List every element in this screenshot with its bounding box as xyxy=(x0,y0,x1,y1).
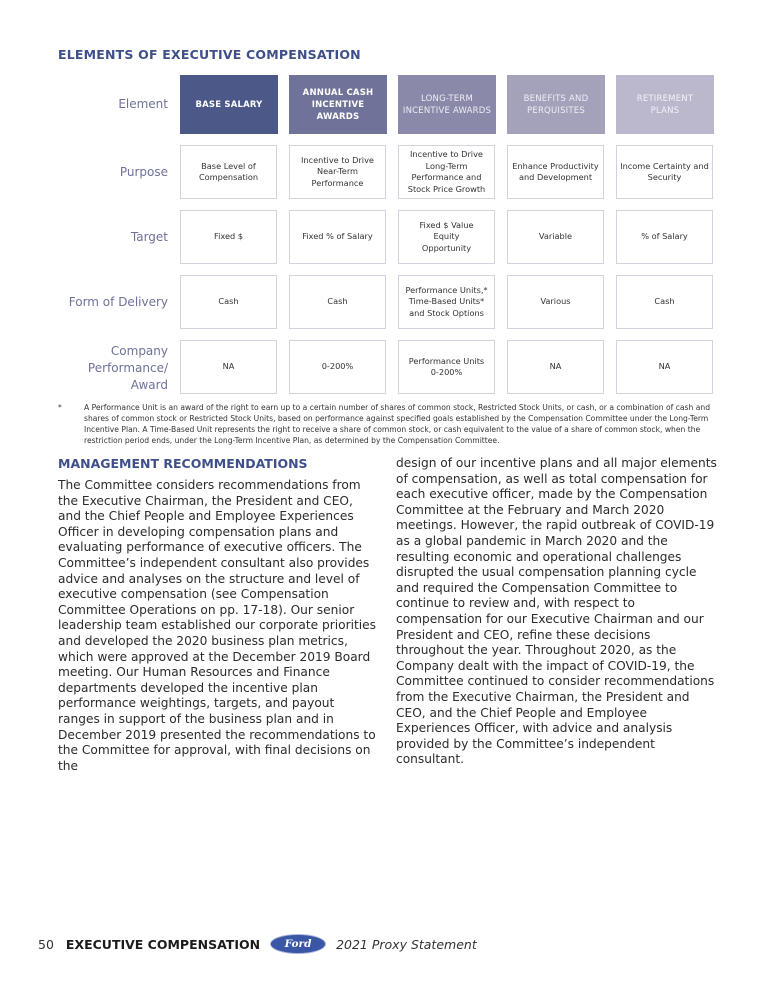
cell-text: Enhance Productivity xyxy=(512,160,599,171)
table-cell-purpose xyxy=(507,145,604,199)
row-label-element: Element xyxy=(118,97,168,111)
table-cell-performance xyxy=(507,340,604,394)
body-text-right-column: design of our incentive plans and all major elements of compensation, as well as total compensation for each executive officer, made by the Compensation Committee at the February and March 2020 meetings. However, the rapid outbreak of COVID-19 as a global pandemic in March 2020 and the resulting economic and operational challenges disrupted the usual compensation planning cycle and required the Compensation Committee to continue to review and, with respect to compensation for our Executive Chairman and our President and CEO, refine these decisions throughout the year. Throughout 2020, as the Company dealt with the impact of COVID-19, the Committee continued to consider recommendations from the Executive Chairman, the President and CEO, and the Chief People and Employee Experiences Officer, with advice and analysis provided by the Committee’s independent consultant. xyxy=(396,456,717,767)
row-label-line: Award xyxy=(130,378,168,392)
cell-text: Income Certainty and xyxy=(620,160,709,171)
cell-text: Fixed $ Value xyxy=(419,219,474,230)
table-cell-purpose xyxy=(616,145,713,199)
cell-text: Stock Price Growth xyxy=(407,183,486,194)
row-label-line: Performance/ xyxy=(87,361,168,375)
row-label-delivery: Form of Delivery xyxy=(68,295,168,309)
cell-text: 0-200% xyxy=(430,367,463,377)
cell-text: 0-200% xyxy=(321,361,354,372)
cell-text: Performance Units xyxy=(408,355,485,366)
column-header-label: INCENTIVE AWARDS xyxy=(402,105,492,116)
row-label-target: Target xyxy=(130,230,168,244)
cell-text: Fixed $ xyxy=(213,231,244,242)
table-cell-target xyxy=(289,210,386,264)
column-header xyxy=(180,75,278,134)
cell-text: Cash xyxy=(327,296,348,307)
cell-text: Fixed % of Salary xyxy=(302,231,373,242)
table-cell-target xyxy=(398,210,495,264)
cell-text: Near-Term xyxy=(316,166,359,177)
cell-text: Various xyxy=(540,296,571,307)
section-title: ELEMENTS OF EXECUTIVE COMPENSATION xyxy=(58,47,361,62)
cell-text: Opportunity xyxy=(421,242,472,253)
cell-text: Equity xyxy=(433,231,460,242)
cell-text: and Stock Options xyxy=(409,307,484,318)
cell-text: Time-Based Units* xyxy=(408,296,485,307)
cell-text: NA xyxy=(658,361,671,372)
row-label-purpose: Purpose xyxy=(119,165,168,179)
table-cell-delivery xyxy=(289,275,386,329)
column-header-label: RETIREMENT xyxy=(636,93,694,104)
table-cell-target xyxy=(616,210,713,264)
column-header-label: BENEFITS AND xyxy=(523,93,589,104)
table-cell-delivery xyxy=(398,275,495,329)
cell-text: Security xyxy=(647,172,682,182)
column-header xyxy=(507,75,605,134)
row-label-line: Company xyxy=(110,344,168,358)
footnote-marker: * xyxy=(58,403,62,412)
table-cell-delivery xyxy=(180,275,277,329)
column-header-label: BASE SALARY xyxy=(195,99,263,110)
table-cell-target xyxy=(180,210,277,264)
table-cell-purpose xyxy=(180,145,277,199)
table-cell-performance xyxy=(398,340,495,394)
table-cell-performance xyxy=(180,340,277,394)
cell-text: Incentive to Drive xyxy=(410,149,483,159)
cell-text: Performance and xyxy=(411,172,482,182)
page-number: 50 xyxy=(38,936,54,952)
table-cell-delivery xyxy=(507,275,604,329)
footnote-text: A Performance Unit is an award of the right to earn up to a certain number of shares of common stock, Restricted Stock Units, or cash, or a combination of cash and shares of common stock or Restricted Stock Units, based on performance against specified goals established by the Compensation Committee under the Long-Term Incentive Plan. A Time-Based Unit represents the right to receive a share of common stock, or cash equivalent to the value of a share of common stock, when the restriction period ends, under the Long-Term Incentive Plan, as determined by the Compensation Committee. xyxy=(84,403,711,445)
column-header-label: INCENTIVE AWARDS xyxy=(311,99,365,122)
table-cell-performance xyxy=(616,340,713,394)
cell-text: Cash xyxy=(218,296,239,307)
page-footer xyxy=(38,934,477,954)
row-label-performance xyxy=(60,343,168,394)
cell-text: Performance Units,* xyxy=(405,284,488,295)
table-cell-performance xyxy=(289,340,386,394)
table-cell-purpose xyxy=(289,145,386,199)
cell-text: Base Level of xyxy=(201,160,256,171)
column-header-label: PLANS xyxy=(650,105,680,116)
cell-text: Cash xyxy=(654,296,675,307)
cell-text: and Development xyxy=(518,172,593,182)
cell-text: Performance xyxy=(311,177,364,188)
cell-text: Incentive to Drive xyxy=(301,154,374,165)
ford-logo-icon: Ford xyxy=(270,934,326,954)
column-header xyxy=(398,75,496,134)
table-cell-delivery xyxy=(616,275,713,329)
table-cell-target xyxy=(507,210,604,264)
management-heading: MANAGEMENT RECOMMENDATIONS xyxy=(58,456,308,471)
table-cell-purpose xyxy=(398,145,495,199)
cell-text: Compensation xyxy=(198,172,259,182)
column-header xyxy=(616,75,714,134)
column-header-label: ANNUAL CASH xyxy=(302,87,374,98)
column-header-label: PERQUISITES xyxy=(527,105,585,116)
body-text-left-column: The Committee considers recommendations from the Executive Chairman, the President and CEO, and the Chief People and Employee Experiences Officer in developing compensation plans and evaluating performance of executive officers. The Committee’s independent consultant also provides advice and analyses on the structure and level of executive compensation (see Compensation Committee Operations on pp. 17-18). Our senior leadership team established our corporate priorities and developed the 2020 business plan metrics, which were approved at the December 2019 Board meeting. Our Human Resources and Finance departments developed the incentive plan performance weightings, targets, and payout ranges in support of the business plan and in December 2019 presented the recommendations to the Committee for approval, with final decisions on the xyxy=(58,478,376,773)
cell-text: Variable xyxy=(538,231,573,242)
column-header-label: LONG-TERM xyxy=(421,93,473,104)
cell-text: NA xyxy=(549,361,562,372)
cell-text: NA xyxy=(222,361,235,372)
cell-text: Long-Term xyxy=(425,160,468,171)
footer-section-title: EXECUTIVE COMPENSATION xyxy=(65,936,261,952)
column-header xyxy=(289,75,387,134)
footer-document-title: 2021 Proxy Statement xyxy=(336,936,477,952)
footnote xyxy=(58,402,718,446)
cell-text: % of Salary xyxy=(641,231,688,242)
